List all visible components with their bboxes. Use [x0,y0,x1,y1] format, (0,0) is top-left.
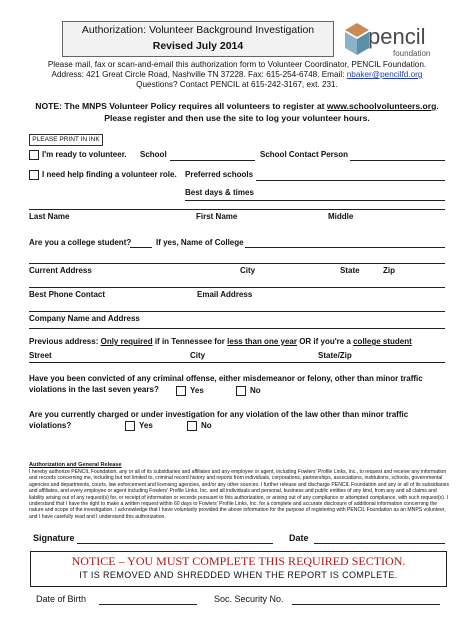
email-link[interactable]: nbaker@pencilfd.org [346,70,423,79]
state-label: State [340,266,360,275]
pencil-logo-icon [344,22,370,56]
phone-email-field[interactable] [29,287,445,288]
ready-to-volunteer-checkbox[interactable] [29,150,39,160]
note-text: NOTE: The MNPS Volunteer Policy requires all volunteers to register at [35,101,327,111]
preferred-schools-label: Preferred schools [185,170,254,179]
previous-address-note [29,337,412,346]
logo-name: pencil [368,24,426,49]
last-name-label: Last Name [29,212,70,221]
convicted-yes-checkbox[interactable] [176,386,186,396]
middle-name-label: Middle [328,212,354,221]
zip-label: Zip [383,266,395,275]
best-phone-label: Best Phone Contact [29,290,106,299]
convicted-yes-label: Yes [190,386,204,395]
need-help-label: I need help finding a volunteer role. [42,170,177,179]
convicted-question-2: violations in the last seven years? [29,385,159,394]
contact-line-2 [0,70,474,80]
notice-subtext: IT IS REMOVED AND SHREDDED WHEN THE REPORT IS COMPLETE. [79,570,398,580]
college-student-label: Are you a college student? [29,238,132,247]
school-contact-field[interactable] [350,160,445,161]
prev-text-a: Previous address: [29,337,101,346]
note-line-1 [0,101,474,111]
city2-label: City [190,351,206,360]
state-zip-label: State/Zip [318,351,352,360]
convicted-question-1: Have you been convicted of any criminal offense, either misdemeanor or felony, other than minor traffic [29,374,423,383]
email-address-label: Email Address [197,290,253,299]
prev-text-e: OR if you're a [296,337,354,346]
date-of-birth-label: Date of Birth [36,594,87,604]
charged-yes-checkbox[interactable] [125,421,135,431]
ssn-field[interactable] [292,604,440,605]
revised-date: Revised July 2014 [152,40,244,52]
signature-field[interactable] [77,543,273,544]
preferred-schools-field[interactable] [256,180,445,181]
school-label: School [140,150,167,159]
charged-question-1: Are you currently charged or under investigation for any violation of the law other than minor traffic [29,410,409,419]
form-title: Authorization: Volunteer Background Investigation [81,24,315,36]
convicted-no-checkbox[interactable] [236,386,246,396]
date-field[interactable] [314,543,445,544]
best-days-label: Best days & times [185,188,254,197]
city-label: City [240,266,256,275]
note-line-2: Please register and then use the site to log your volunteer hours. [104,113,370,123]
charged-no-checkbox[interactable] [187,421,197,431]
charged-no-label: No [201,421,212,430]
form-title-box [62,21,334,57]
ready-to-volunteer-label: I'm ready to volunteer. [42,150,127,159]
contact-line-1: Please mail, fax or scan-and-email this authorization form to Volunteer Coordinator, PENCIL Foundation. [47,60,427,69]
school-contact-label: School Contact Person [260,150,349,159]
previous-address-field[interactable] [29,362,445,363]
notice-heading: NOTICE – YOU MUST COMPLETE THIS REQUIRED SECTION. [71,554,406,568]
school-field[interactable] [170,160,255,161]
date-of-birth-field[interactable] [99,604,197,605]
note-period: . [436,101,439,111]
release-text: I hereby authorize PENCIL Foundation, any or all of its subsidiaries and affiliates and any employee or agent, including Fowlers' Profile Links, Inc., to request and receive any information and records concerning me, including but not limited to, criminal record history and reports from individuals, corporations, partnerships, associations, institutions, schools, governmental agencies and departments, courts, law enforcement and licensing agencies, and/or any other sources. I further release and discharge PENCIL Foundation and any or all of its subsidiaries and affiliates, and every employee or agent including Fowlers' Profile Links, Inc. and all individuals and personal, business and public entities of any kind, from any and all claims and liability arising out of any request(s) for, or receipt of information or records pursuant to this authorization, or arising out of any compliance or attempted compliance, with such request(s). I understand that I have the right to make a written request within 60 days to Fowlers' Profile Links, Inc. for a complete and accurate disclosure of additional information concerning the nature and scope of the investigation. I acknowledge that I have voluntarily provided the above information for the purpose of registering with PENCIL Foundation as an MNPS volunteer, and I have carefully read and I understand this authorization. [29,469,450,520]
need-help-checkbox[interactable] [29,170,39,180]
ssn-label: Soc. Security No. [214,594,284,604]
company-field-line-2[interactable] [29,328,445,329]
best-days-field[interactable] [185,200,445,201]
notice-box [30,551,447,587]
logo-subtitle: foundation [393,49,431,58]
prev-text-c: if in Tennessee for [152,337,228,346]
convicted-no-label: No [250,386,261,395]
current-address-field[interactable] [29,263,445,264]
street-label: Street [29,351,52,360]
company-label: Company Name and Address [29,314,140,323]
company-field[interactable] [29,311,445,312]
release-title: Authorization and General Release [29,462,122,468]
print-in-ink-label: PLEASE PRINT IN INK [29,134,103,146]
prev-text-f: college student [353,337,412,346]
college-name-label: If yes, Name of College [156,238,244,247]
college-name-field[interactable] [245,247,445,248]
date-label: Date [289,533,309,543]
current-address-label: Current Address [29,266,92,275]
volunteer-site-link[interactable]: www.schoolvolunteers.org [326,101,437,111]
charged-yes-label: Yes [139,421,153,430]
signature-label: Signature [33,533,75,543]
name-field[interactable] [29,209,445,210]
charged-question-2: violations? [29,421,72,430]
prev-text-d: less than one year [227,337,297,346]
college-student-field[interactable] [130,247,152,248]
prev-text-b: Only required [100,337,153,346]
address-text: Address: 421 Great Circle Road, Nashville TN 37228. Fax: 615-254-6748. Email: [51,70,347,79]
contact-line-3: Questions? Contact PENCIL at 615-242-3167, ext. 231. [136,80,338,89]
first-name-label: First Name [196,212,238,221]
